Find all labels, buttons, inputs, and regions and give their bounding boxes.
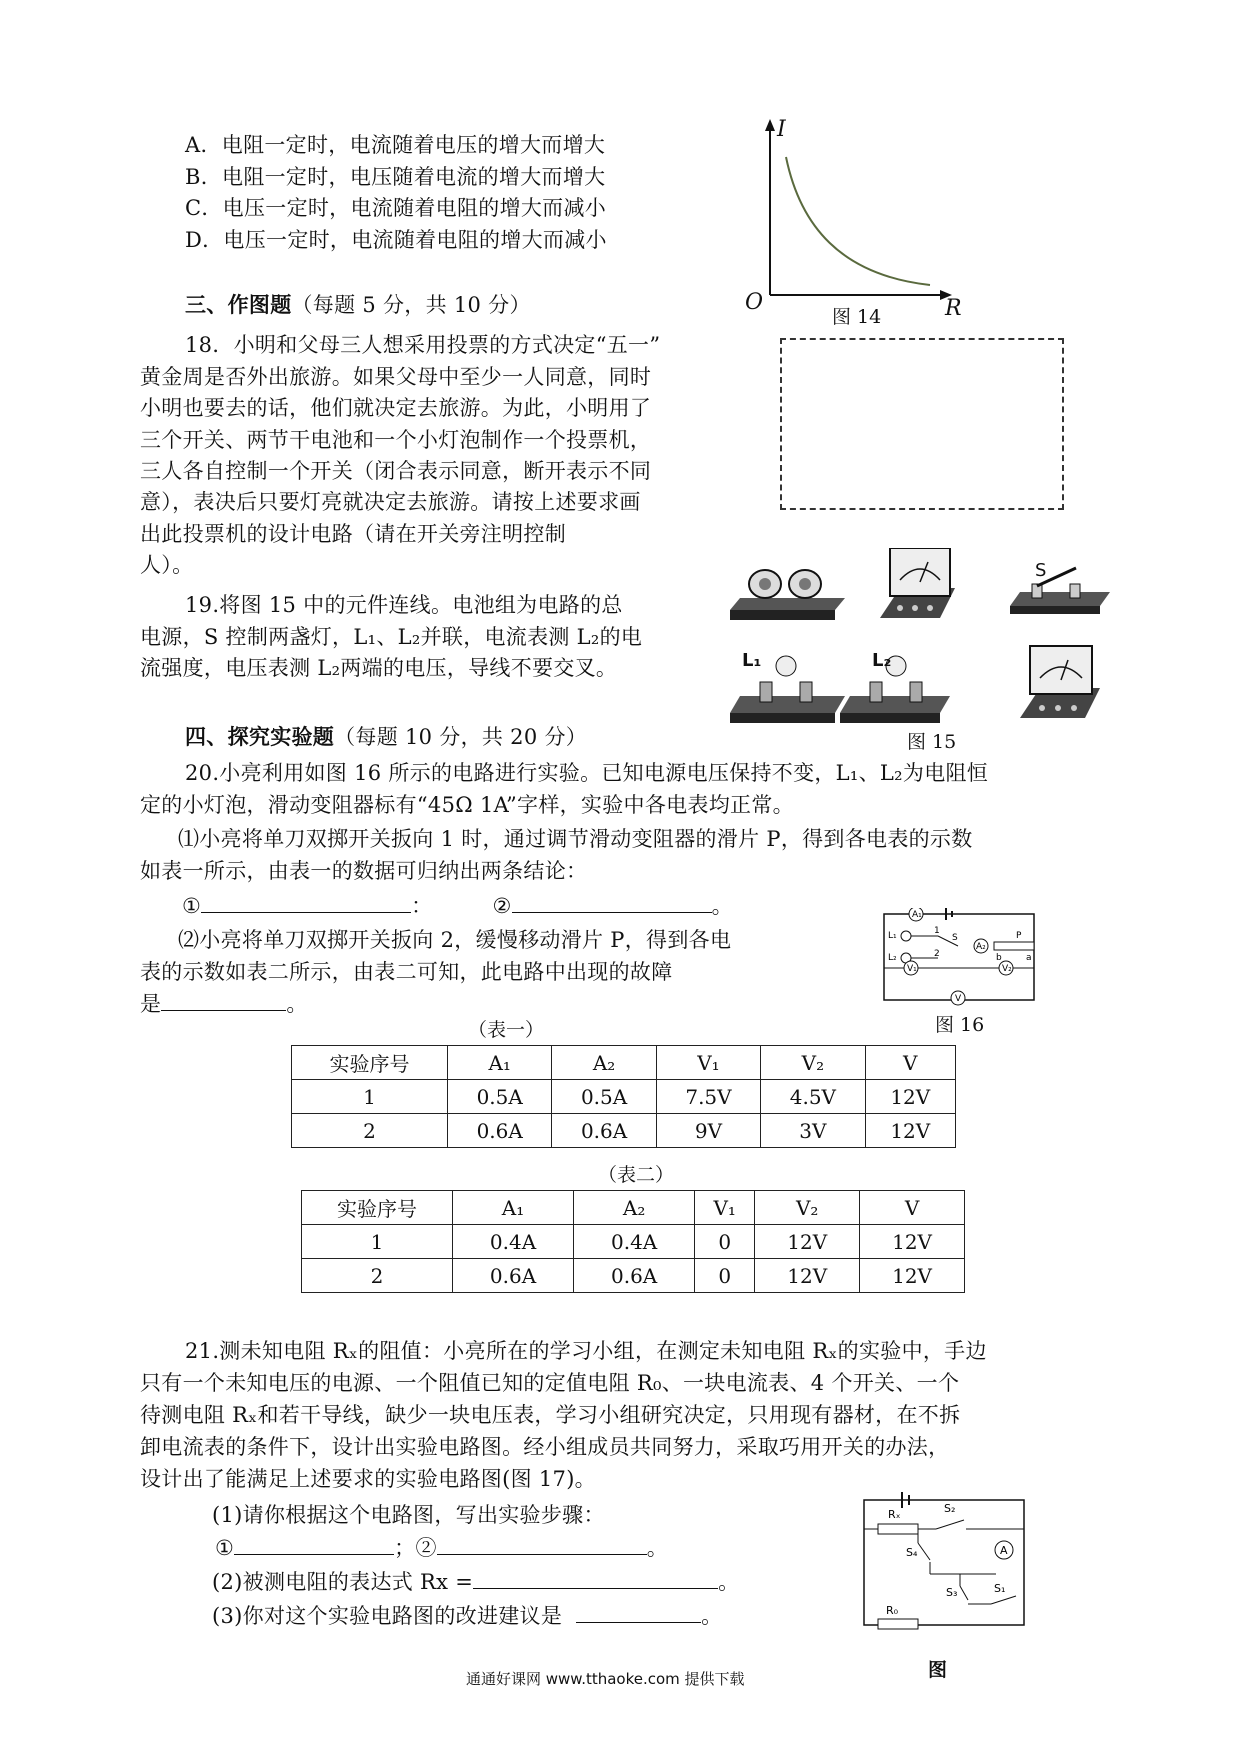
- table-cell: 2: [292, 1114, 448, 1148]
- table-cell: 12V: [755, 1225, 860, 1259]
- table-cell: 0.6A: [552, 1114, 656, 1148]
- q19-line: 电源，S 控制两盏灯，L₁、L₂并联，电流表测 L₂的电: [140, 625, 643, 649]
- q21-suggestion-label: (3)你对这个实验电路图的改进建议是: [212, 1604, 563, 1628]
- bulb-l2-icon: [840, 656, 950, 723]
- q21-step1-end: 。: [646, 1536, 669, 1560]
- table-header-cell: V₂: [755, 1191, 860, 1225]
- q21-expression-end: 。: [718, 1570, 740, 1594]
- fig16-caption: 图 16: [935, 1014, 985, 1036]
- table-cell: 0.4A: [574, 1225, 695, 1259]
- q21-line: 设计出了能满足上述要求的实验电路图(图 17)。: [140, 1467, 596, 1491]
- q18-line: 意），表决后只要灯亮就决定去旅游。请按上述要求画: [140, 490, 641, 514]
- q20-fault-label: 是: [140, 992, 162, 1016]
- svg-text:A₂: A₂: [976, 942, 986, 952]
- q18-line: 小明也要去的话，他们就决定去旅游。为此，小明用了: [140, 396, 652, 420]
- figure-17-circuit: [856, 1488, 1032, 1633]
- q21-blank-expression[interactable]: [473, 1566, 718, 1589]
- q18-line: 出此投票机的设计电路（请在开关旁注明控制: [140, 522, 566, 546]
- q21-blank-suggestion[interactable]: [576, 1600, 701, 1623]
- fig15-l2-label: L₂: [872, 650, 892, 671]
- table-cell: 9V: [656, 1114, 760, 1148]
- table-header-cell: A₂: [574, 1191, 695, 1225]
- table-row: [292, 1080, 956, 1114]
- q20-blank-1[interactable]: [201, 890, 411, 913]
- q20-blank1-sep: ：: [411, 894, 433, 918]
- table-header-cell: V: [865, 1046, 955, 1080]
- svg-text:1: 1: [934, 926, 940, 936]
- svg-text:S: S: [952, 933, 958, 943]
- table-cell: 0.6A: [448, 1114, 552, 1148]
- table-header-cell: 实验序号: [302, 1191, 453, 1225]
- q17-option-c: C．电压一定时，电流随着电阻的增大而减小: [185, 196, 607, 220]
- q20-blank2-end: 。: [711, 894, 733, 918]
- table-header-row: [292, 1046, 956, 1080]
- fig16-label-l2: L₂: [888, 953, 897, 963]
- table1-caption: （表一）: [468, 1019, 545, 1041]
- q20-blank-2[interactable]: [512, 890, 712, 913]
- q20-part2-line: 表的示数如表二所示，由表二可知，此电路中出现的故障: [140, 960, 673, 984]
- q21-suggestion-line: [212, 1600, 722, 1631]
- table-header-cell: V₂: [761, 1046, 865, 1080]
- table-row: [302, 1259, 965, 1293]
- voltmeter-icon: [1020, 646, 1100, 718]
- figure-15-components: [720, 548, 1120, 728]
- svg-text:V₁: V₁: [907, 964, 917, 974]
- table-cell: 0.6A: [453, 1259, 574, 1293]
- table-cell: 0.5A: [552, 1080, 656, 1114]
- q21-step1-sep: ；②: [394, 1536, 437, 1560]
- table-header-cell: V₁: [656, 1046, 760, 1080]
- q21-blank-step-1[interactable]: [234, 1532, 394, 1555]
- q21-line: 21.测未知电阻 Rₓ的阻值：小亮所在的学习小组，在测定未知电阻 Rₓ的实验中，手边: [185, 1339, 987, 1363]
- table-cell: 12V: [865, 1080, 955, 1114]
- table-cell: 2: [302, 1259, 453, 1293]
- table-cell: 12V: [860, 1259, 965, 1293]
- q21-blank-step-2[interactable]: [437, 1532, 647, 1555]
- q17-option-a: A．电阻一定时，电流随着电压的增大而增大: [185, 133, 606, 157]
- table-header-cell: V: [860, 1191, 965, 1225]
- table-cell: 1: [302, 1225, 453, 1259]
- table-header-cell: V₁: [695, 1191, 755, 1225]
- table-cell: 0: [695, 1225, 755, 1259]
- q21-line: 卸电流表的条件下，设计出实验电路图。经小组成员共同努力，采取巧用开关的办法，: [140, 1435, 950, 1459]
- section-3-title: 三、作图题: [185, 292, 292, 317]
- inverse-curve: [786, 157, 930, 285]
- fig14-x-label: R: [945, 296, 962, 321]
- q20-intro-line: 定的小灯泡，滑动变阻器标有“45Ω 1A”字样，实验中各电表均正常。: [140, 793, 794, 817]
- q21-expression-label: (2)被测电阻的表达式 Rx =: [212, 1570, 474, 1594]
- table-cell: 4.5V: [761, 1080, 865, 1114]
- svg-text:V₂: V₂: [1002, 964, 1012, 974]
- q18-line: 18．小明和父母三人想采用投票的方式决定“五一”: [185, 333, 661, 357]
- q21-expression-line: [212, 1566, 739, 1597]
- fig15-s-label: S: [1035, 560, 1047, 581]
- table-cell: 12V: [755, 1259, 860, 1293]
- ammeter-icon: [880, 548, 955, 618]
- fig14-origin-label: O: [745, 290, 764, 315]
- fig17-label-s1: S₁: [994, 1582, 1006, 1595]
- q21-line: 待测电阻 Rₓ和若干导线，缺少一块电压表，学习小组研究决定，只用现有器材，在不拆: [140, 1403, 961, 1427]
- q20-blank1-label: ①: [182, 894, 202, 918]
- table-2: [301, 1190, 965, 1293]
- fig17-label-s3: S₃: [946, 1586, 958, 1599]
- table-cell: 1: [292, 1080, 448, 1114]
- q21-step1-a-label: ①: [215, 1536, 235, 1560]
- switch-s-icon: [1010, 568, 1110, 614]
- q18-line: 三人各自控制一个开关（闭合表示同意，断开表示不同: [140, 459, 652, 483]
- table-row: [302, 1225, 965, 1259]
- table-cell: 0.4A: [453, 1225, 574, 1259]
- section-4-heading: [185, 722, 587, 752]
- section-4-note: （每题 10 分，共 20 分）: [334, 725, 588, 749]
- q18-line: 三个开关、两节干电池和一个小灯泡制作一个投票机，: [140, 428, 652, 452]
- svg-text:V: V: [955, 994, 962, 1004]
- fig16-label-l1: L₁: [888, 931, 897, 941]
- table-header-cell: A₁: [453, 1191, 574, 1225]
- svg-text:a: a: [1026, 953, 1032, 963]
- svg-text:2: 2: [934, 949, 940, 959]
- fig15-caption: 图 15: [907, 731, 957, 753]
- table-cell: 7.5V: [656, 1080, 760, 1114]
- fig15-l1-label: L₁: [742, 650, 762, 671]
- page-footer: 通通好课网 www.tthaoke.com 提供下载: [466, 1670, 745, 1688]
- fig17-label-rx: Rₓ: [888, 1508, 901, 1521]
- q21-suggestion-end: 。: [701, 1604, 723, 1628]
- q19-line: 流强度，电压表测 L₂两端的电压，导线不要交叉。: [140, 656, 618, 680]
- q20-conclusions: [182, 890, 733, 921]
- fig17-label-s4: S₄: [906, 1546, 918, 1559]
- table2-caption: （表二）: [598, 1164, 675, 1186]
- table-cell: 0.6A: [574, 1259, 695, 1293]
- q20-blank2-label: ②: [492, 894, 512, 918]
- section-4-title: 四、探究实验题: [185, 724, 335, 749]
- q19-line: 19.将图 15 中的元件连线。电池组为电路的总: [185, 593, 623, 617]
- q21-line: 只有一个未知电压的电源、一个阻值已知的定值电阻 R₀、一块电流表、4 个开关、一个: [140, 1371, 960, 1395]
- q18-line: 黄金周是否外出旅游。如果父母中至少一人同意，同时: [140, 365, 652, 389]
- q20-part1-line: 如表一所示，由表一的数据可归纳出两条结论：: [140, 859, 588, 883]
- table-1: [291, 1045, 956, 1148]
- q21-step1-answer: [215, 1532, 668, 1563]
- fig14-y-label: I: [777, 117, 786, 142]
- fig16-label-a1: A₁: [912, 910, 922, 920]
- table-row: [292, 1114, 956, 1148]
- q20-part2-line: ⑵小亮将单刀双掷开关扳向 2，缓慢移动滑片 P，得到各电: [178, 928, 732, 952]
- q18-line: 人）。: [140, 553, 194, 577]
- q20-fault-end: 。: [286, 992, 308, 1016]
- section-3-heading: [185, 290, 531, 320]
- svg-text:b: b: [996, 953, 1002, 963]
- figure-16-circuit: [876, 908, 1046, 1008]
- q20-blank-fault[interactable]: [161, 988, 286, 1011]
- svg-text:P: P: [1016, 931, 1022, 941]
- fig17-label-s2: S₂: [944, 1502, 956, 1515]
- table-cell: 12V: [860, 1225, 965, 1259]
- table-cell: 0: [695, 1259, 755, 1293]
- q18-drawing-area: [780, 338, 1064, 510]
- q21-step1-prompt: (1)请你根据这个电路图，写出实验步骤：: [212, 1503, 605, 1527]
- section-3-note: （每题 5 分，共 10 分）: [291, 293, 531, 317]
- table-header-cell: A₂: [552, 1046, 656, 1080]
- q17-option-d: D．电压一定时，电流随着电阻的增大而减小: [185, 228, 607, 252]
- q17-option-b: B．电阻一定时，电压随着电流的增大而增大: [185, 165, 606, 189]
- table-cell: 3V: [761, 1114, 865, 1148]
- table-header-cell: A₁: [448, 1046, 552, 1080]
- battery-pack-icon: [730, 570, 845, 620]
- fig14-caption: 图 14: [832, 306, 882, 328]
- fig17-label-r0: R₀: [886, 1604, 899, 1617]
- table-header-cell: 实验序号: [292, 1046, 448, 1080]
- q20-part1-line: ⑴小亮将单刀双掷开关扳向 1 时，通过调节滑动变阻器的滑片 P，得到各电表的示数: [178, 827, 973, 851]
- table-header-row: [302, 1191, 965, 1225]
- fig17-label-a: A: [1000, 1544, 1008, 1557]
- table-cell: 0.5A: [448, 1080, 552, 1114]
- q20-intro-line: 20.小亮利用如图 16 所示的电路进行实验。已知电源电压保持不变，L₁、L₂为电阻恒: [185, 761, 989, 785]
- table-cell: 12V: [865, 1114, 955, 1148]
- fig17-caption: 图: [928, 1659, 948, 1681]
- q20-fault-answer: [140, 988, 308, 1019]
- figure-14-graph: [730, 115, 970, 330]
